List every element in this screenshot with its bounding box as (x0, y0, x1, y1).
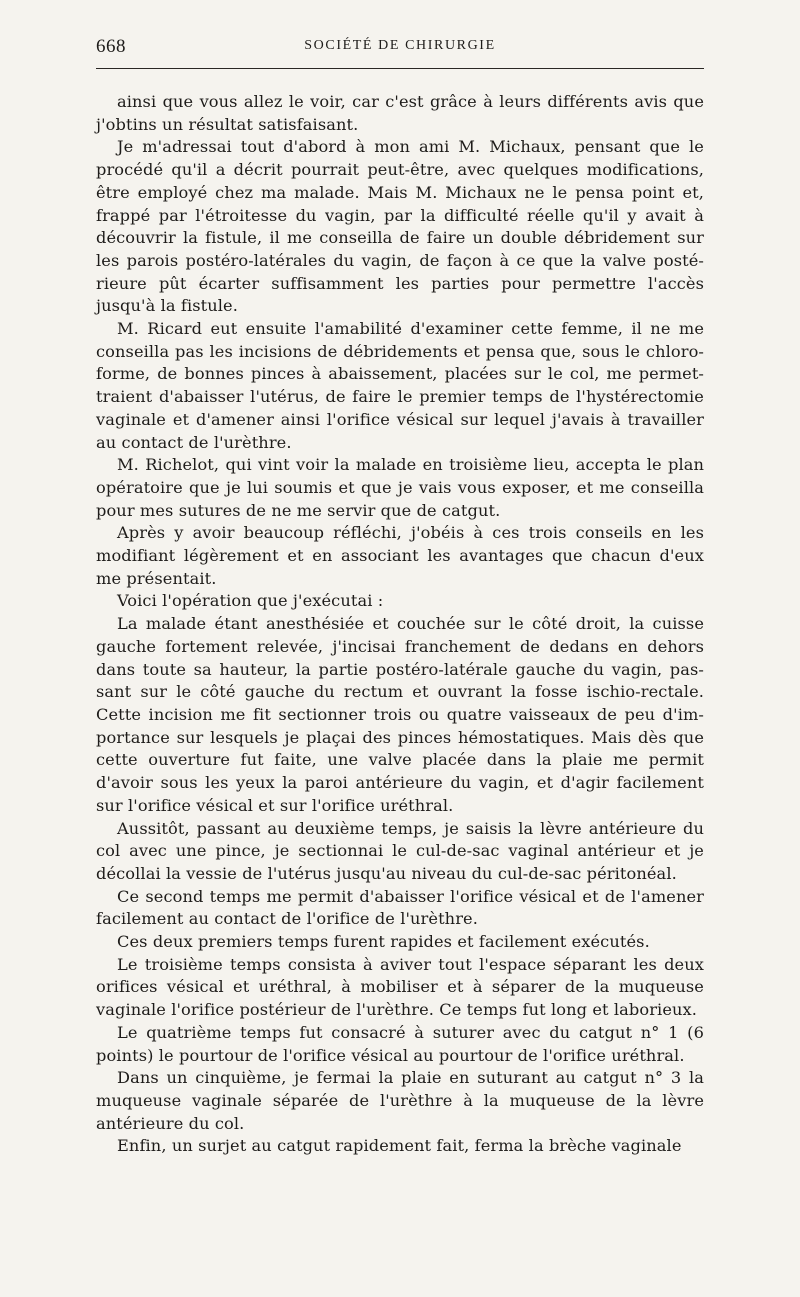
paragraph: Enfin, un surjet au catgut rapidement fait, ferma la brèche vaginale (117, 1136, 682, 1156)
paragraph: La malade étant anesthésiée et couchée sur le côté droit, la cuisse gauche fortement relevée, j'incisai franchement de dedans en dehors dans toute sa hauteur, la partie postéro-latérale gauche du vagin, pas-sant sur le côté gauche du rectum et ouvrant la fosse ischio-rectale. Cette incision me fit sectionner trois ou quatre vaisseaux de peu d'im-portance sur lesquels je plaçai des pinces hémostatiques. Mais dès que cette ouverture fut faite, une valve placée dans la plaie me permit d'avoir sous les yeux la paroi antérieure du vagin, et d'agir facilement sur l'orifice vésical et sur l'orifice uréthral. (96, 614, 704, 815)
body-text (96, 91, 704, 1158)
paragraph: M. Ricard eut ensuite l'amabilité d'examiner cette femme, il ne me conseilla pas les incisions de débridements et pensa que, sous le chloro-forme, de bonnes pinces à abaissement, placées sur le col, me permet-traient d'abaisser l'utérus, de faire le premier temps de l'hystérectomie vaginale et d'amener ainsi l'orifice vésical sur lequel j'avais à travailler au contact de l'urèthre. (96, 319, 704, 452)
paragraph: Ce second temps me permit d'abaisser l'orifice vésical et de l'amener facilement au contact de l'orifice de l'urèthre. (96, 886, 704, 929)
running-title: SOCIÉTÉ DE CHIRURGIE (304, 38, 496, 53)
paragraph: Le quatrième temps fut consacré à suturer avec du catgut n° 1 (6 points) le pourtour de l'orifice vésical au pourtour de l'orifice uréthral. (96, 1022, 704, 1065)
paragraph: Le troisième temps consista à aviver tout l'espace séparant les deux orifices vésical et uréthral, à mobiliser et à séparer de la muqueuse vaginale l'orifice postérieur de l'urèthre. Ce temps fut long et laborieux. (96, 954, 704, 1020)
header-rule (96, 68, 704, 69)
paragraph: Voici l'opération que j'exécutai : (117, 591, 384, 611)
paragraph: Ces deux premiers temps furent rapides et facilement exécutés. (117, 932, 650, 952)
paragraph: Je m'adressai tout d'abord à mon ami M. Michaux, pensant que le procédé qu'il a décrit pourrait peut-être, avec quelques modifications, être employé chez ma malade. Mais M. Michaux ne le pensa point et, frappé par l'étroitesse du vagin, par la difficulté réelle qu'il y avait à découvrir la fistule, il me conseilla de faire un double débridement sur les parois postéro-latérales du vagin, de façon à ce que la valve posté-rieure pût écarter suffisamment les parties pour permettre l'accès jusqu'à la fistule. (96, 137, 704, 316)
paragraph: ainsi que vous allez le voir, car c'est grâce à leurs différents avis que j'obtins un résultat satisfaisant. (96, 92, 704, 134)
paragraph: Dans un cinquième, je fermai la plaie en suturant au catgut n° 3 la muqueuse vaginale séparée de l'urèthre à la muqueuse de la lèvre antérieure du col. (96, 1068, 704, 1133)
page-number: 668 (96, 36, 126, 57)
paragraph: Après y avoir beaucoup réfléchi, j'obéis à ces trois conseils en les modifiant légèrement et en associant les avantages que chacun d'eux me présentait. (96, 523, 704, 588)
paragraph: Aussitôt, passant au deuxième temps, je saisis la lèvre antérieure du col avec une pince, je sectionnai le cul-de-sac vaginal antérieur et je décollai la vessie de l'utérus jusqu'au niveau du cul-de-sac péritonéal. (96, 818, 704, 883)
running-header (96, 36, 704, 64)
paragraph: M. Richelot, qui vint voir la malade en troisième lieu, accepta le plan opératoire que je lui soumis et que je vais vous exposer, et me conseilla pour mes sutures de ne me servir que de catgut. (96, 455, 704, 520)
